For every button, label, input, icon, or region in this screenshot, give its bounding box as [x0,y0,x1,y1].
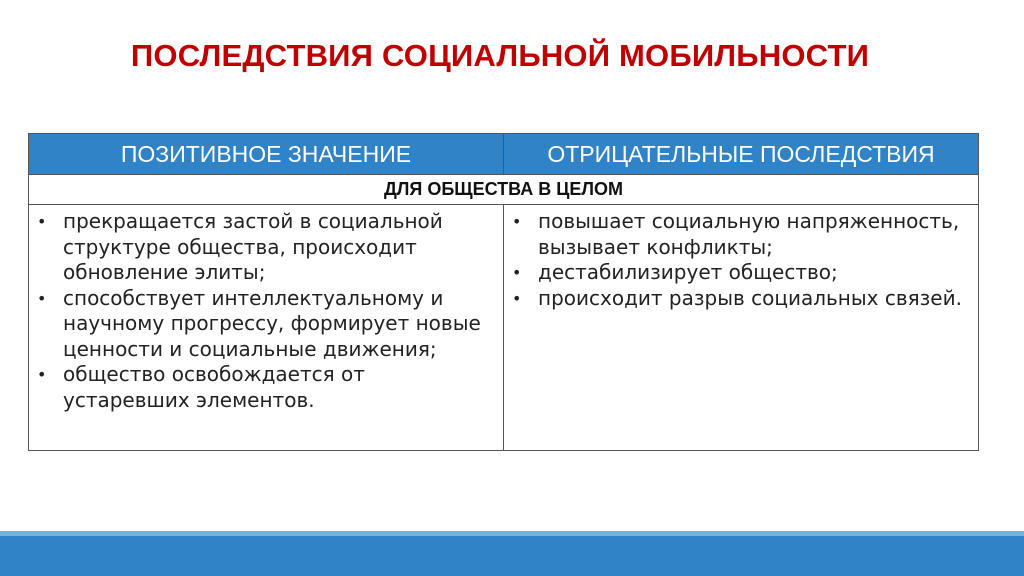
list-item [508,260,970,286]
positive-cell [29,205,504,450]
list-item [33,362,495,413]
bullet-icon: • [37,365,47,384]
list-item [508,286,970,312]
bullet-icon: • [512,263,522,282]
table-subheader: ДЛЯ ОБЩЕСТВА В ЦЕЛОМ [29,175,978,205]
bullet-icon: • [37,212,47,231]
negative-item-text: повышает социальную напряженность, вызывает конфликты; [538,209,960,259]
list-item [33,286,495,363]
header-negative: ОТРИЦАТЕЛЬНЫЕ ПОСЛЕДСТВИЯ [547,141,935,167]
bullet-icon: • [37,288,47,308]
slide-title: ПОСЛЕДСТВИЯ СОЦИАЛЬНОЙ МОБИЛЬНОСТИ [130,38,870,73]
negative-list [508,209,970,311]
positive-item-text: общество освобождается от устаревших элементов. [63,362,365,412]
list-item [33,209,495,286]
table-header-row [29,134,978,175]
negative-item-text: дестабилизирует общество; [538,260,838,284]
bullet-icon: • [512,288,522,308]
list-item [508,209,970,260]
positive-list [33,209,495,413]
negative-item-text: происходит разрыв социальных связей. [538,285,962,310]
positive-item-text: прекращается застой в социальной структуре общества, происходит обновление элиты; [63,209,443,284]
header-positive: ПОЗИТИВНОЕ ЗНАЧЕНИЕ [29,134,504,174]
positive-item-text: способствует интеллектуальному и научному прогрессу, формирует новые ценности и социальные движения; [63,285,481,361]
footer-band [0,531,1024,576]
consequences-table [28,133,979,451]
table-body-row [29,205,978,450]
bullet-icon: • [512,212,522,231]
negative-cell [504,205,978,450]
